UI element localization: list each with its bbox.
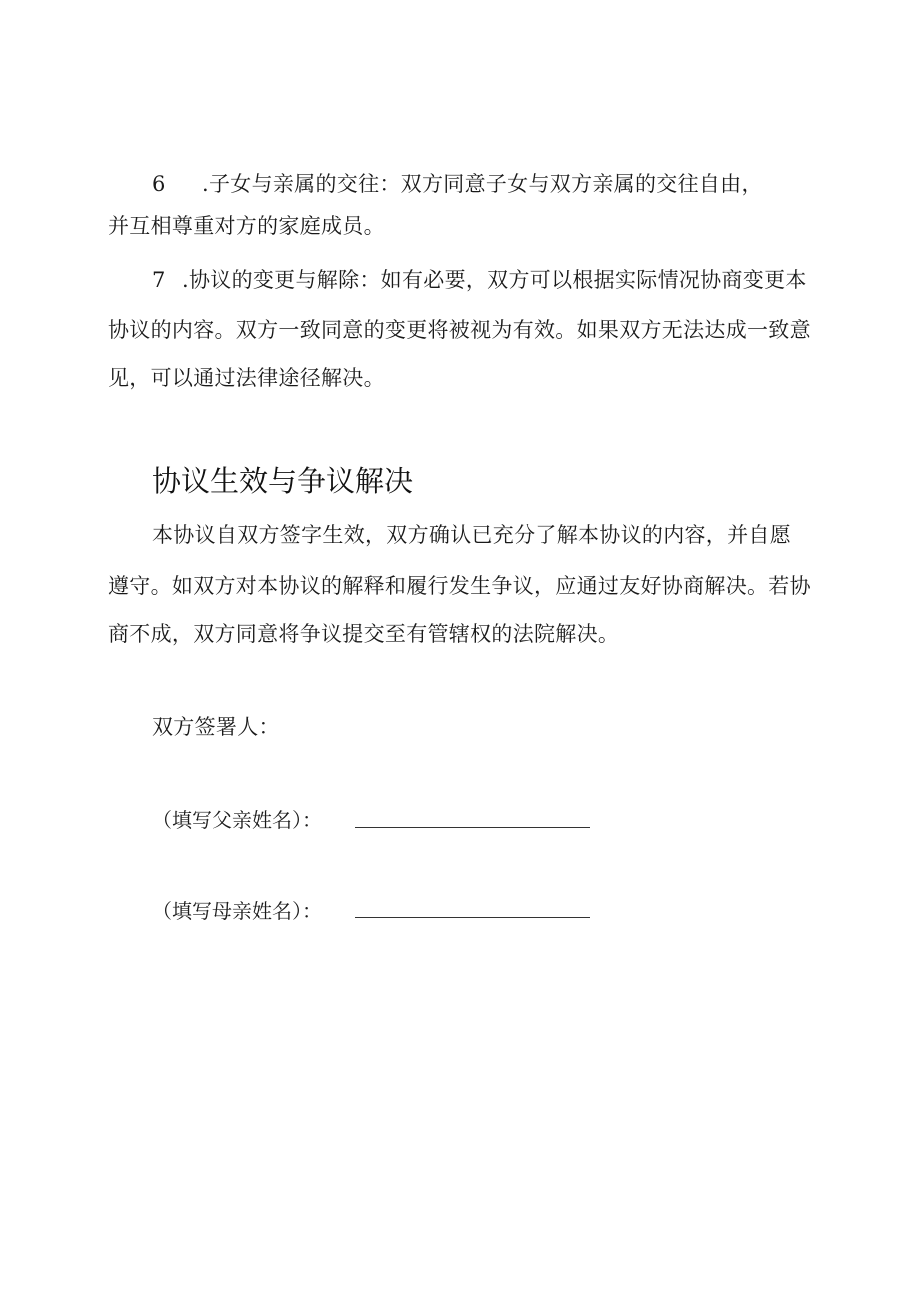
father-name-line[interactable] (355, 827, 590, 828)
item-7-number: 7 (152, 268, 166, 292)
item-7-text-1: .协议的变更与解除：如有必要，双方可以根据实际情况协商变更本 (182, 268, 807, 292)
item-6-text-1: .子女与亲属的交往：双方同意子女与双方亲属的交往自由， (202, 172, 763, 196)
item-7-line-2: 协议的内容。双方一致同意的变更将被视为有效。如果双方无法达成一致意 (108, 318, 811, 342)
section-heading: 协议生效与争议解决 (152, 464, 414, 498)
section-line-1: 本协议自双方签字生效，双方确认已充分了解本协议的内容，并自愿 (152, 523, 791, 547)
section-line-3: 商不成，双方同意将争议提交至有管辖权的法院解决。 (108, 622, 620, 646)
signatories-title: 双方签署人： (152, 715, 280, 739)
item-6-line-1 (152, 170, 763, 198)
mother-name-line[interactable] (355, 917, 590, 918)
item-7-line-3: 见，可以通过法律途径解决。 (108, 366, 385, 390)
item-6-number: 6 (152, 172, 166, 196)
mother-name-label: （填写母亲姓名）： (152, 899, 322, 923)
item-6-line-2: 并互相尊重对方的家庭成员。 (108, 214, 385, 238)
section-line-2: 遵守。如双方对本协议的解释和履行发生争议，应通过友好协商解决。若协 (108, 574, 811, 598)
item-7-line-1 (152, 266, 807, 294)
father-name-label: （填写父亲姓名）： (152, 808, 322, 832)
